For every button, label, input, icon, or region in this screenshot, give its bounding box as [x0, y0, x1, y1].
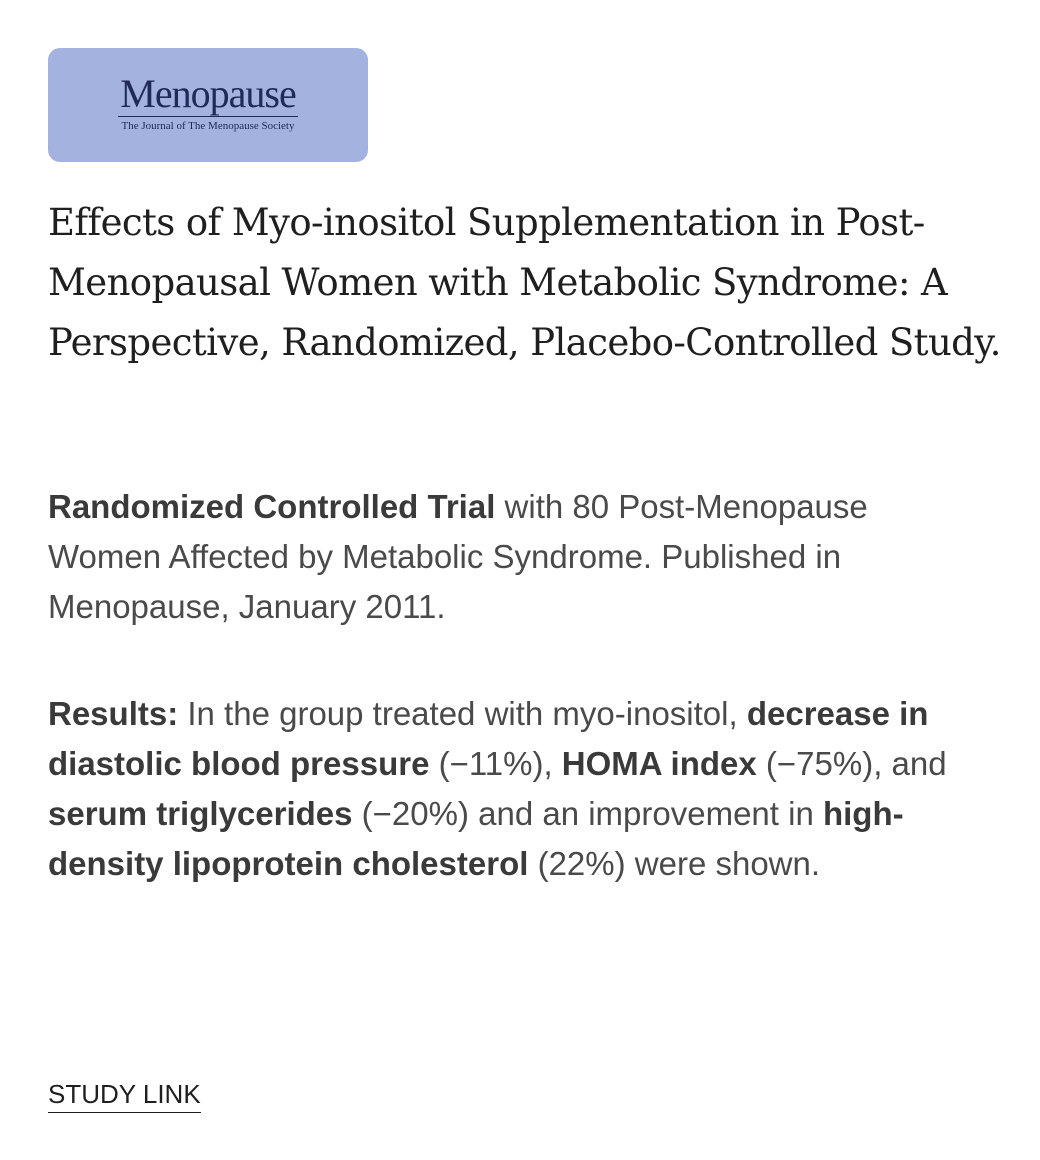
- results-highlight: high-density lipoprotein cholesterol: [48, 795, 904, 882]
- article-title: Effects of Myo-inositol Supplementation in Post-Menopausal Women with Metabolic Syndrome: A Perspective, Randomized, Placebo-Controlled Study.: [48, 201, 1001, 364]
- results-highlight: serum triglycerides: [48, 795, 353, 832]
- study-results: [48, 689, 1008, 889]
- study-type: Randomized Controlled Trial: [48, 488, 496, 525]
- study-link[interactable]: STUDY LINK: [48, 1077, 201, 1113]
- journal-logo-name: Menopause: [120, 71, 296, 116]
- journal-logo: [48, 48, 368, 162]
- study-meta: [48, 482, 988, 632]
- journal-logo-subtitle: The Journal of The Menopause Society: [121, 120, 295, 132]
- results-text: (−20%) and an improvement in: [352, 795, 823, 832]
- results-text: (−11%),: [429, 745, 562, 782]
- results-highlight: HOMA index: [561, 745, 757, 782]
- results-text: (−75%), and: [756, 745, 947, 782]
- results-label: Results:: [48, 695, 179, 732]
- results-text: In the group treated with myo-inositol,: [178, 695, 747, 732]
- results-highlight: decrease in diastolic blood pressure: [48, 695, 929, 782]
- results-text: (22%) were shown.: [528, 845, 821, 882]
- study-description: with 80 Post-Menopause Women Affected by Metabolic Syndrome. Published in Menopause, January 2011.: [48, 488, 868, 625]
